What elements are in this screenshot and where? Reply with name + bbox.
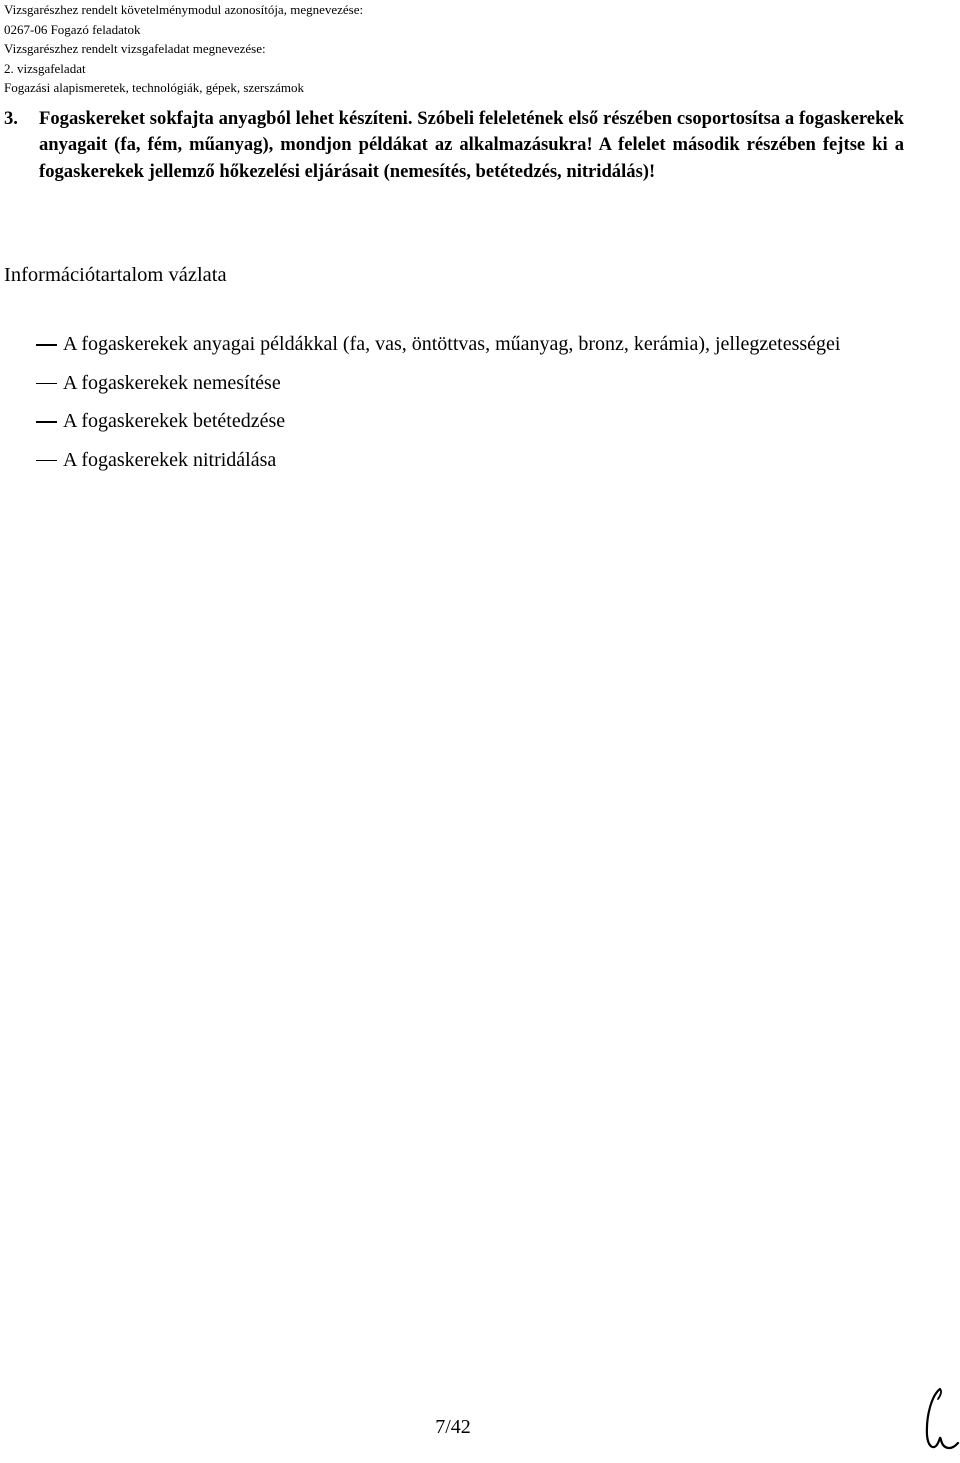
question-number: 3. <box>4 108 18 129</box>
header-module-name: 0267-06 Fogazó feladatok <box>4 21 141 37</box>
exam-question <box>4 106 904 185</box>
header-task-label: Vizsgarészhez rendelt vizsgafeladat megnevezése: <box>4 41 266 56</box>
outline-item-text: A fogaskerekek betétedzése <box>63 410 286 432</box>
list-item <box>0 325 900 364</box>
outline-item-text: A fogaskerekek anyagai példákkal (fa, vas, öntöttvas, műanyag, bronz, kerámia), jellegzetességei <box>63 333 841 355</box>
list-item <box>0 402 900 441</box>
page-number: 7/42 <box>435 1416 471 1438</box>
header-task-name: Fogazási alapismeretek, technológiák, gépek, szerszámok <box>4 80 304 95</box>
dash-bullet-icon <box>36 421 57 423</box>
outline-list <box>0 325 900 479</box>
outline-item-text: A fogaskerekek nemesítése <box>63 371 281 394</box>
dash-bullet-icon <box>36 344 57 346</box>
outline-title: Információtartalom vázlata <box>4 264 227 286</box>
list-item <box>0 441 900 480</box>
handwritten-signature-icon <box>918 1385 960 1455</box>
dash-bullet-icon <box>36 460 57 462</box>
outline-item-text: A fogaskerekek nitridálása <box>63 448 277 471</box>
header-task-number: 2. vizsgafeladat <box>4 60 86 76</box>
list-item <box>0 364 900 403</box>
document-header <box>4 0 363 98</box>
dash-bullet-icon <box>36 383 57 385</box>
question-text: Fogaskereket sokfajta anyagból lehet készíteni. Szóbeli feleletének első részében csoportosítsa a fogaskerekek anyagait (fa, fém, műanyag), mondjon példákat az alkalmazásukra! A felelet második részében fejtse ki a fogaskerekek jellemző hőkezelési eljárásait (nemesítés, betétedzés, nitridálás)! <box>39 108 904 182</box>
header-module-label: Vizsgarészhez rendelt követelménymodul azonosítója, megnevezése: <box>4 2 364 17</box>
